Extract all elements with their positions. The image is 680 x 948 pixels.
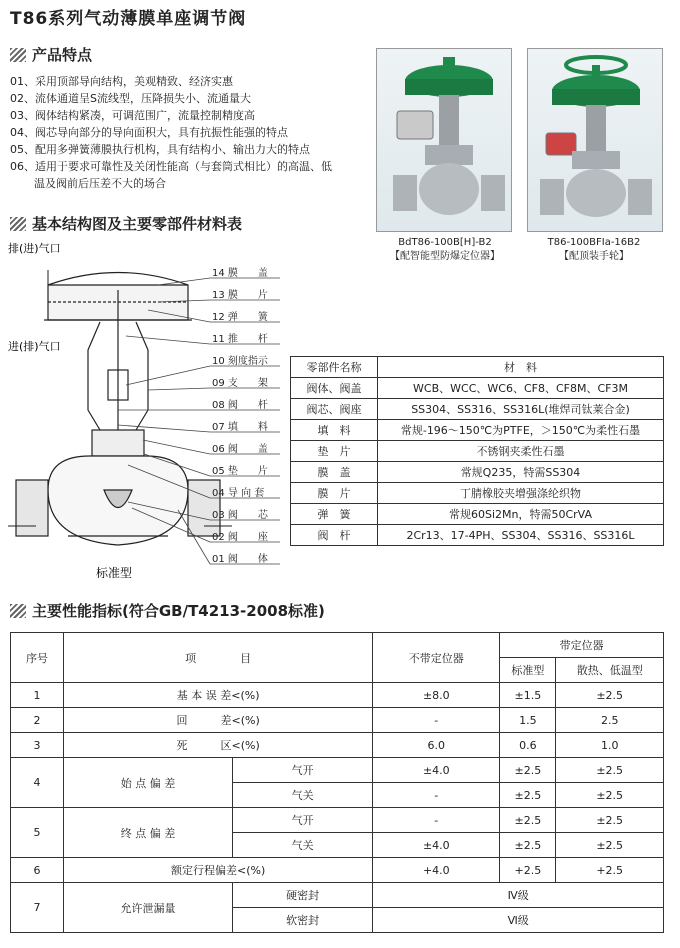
table-row [11,733,664,758]
part-name: 填 料 [291,420,378,441]
material: 常规Q235，特需SS304 [378,462,664,483]
feature-item: 02、流体通道呈S流线型，压降损失小、流通量大 [10,92,251,105]
table-row [11,883,664,908]
table-row [291,462,664,483]
row-item: 终 点 偏 差 [64,808,233,858]
value-cell: +2.5 [500,858,556,883]
table-header-row [11,633,664,658]
material: 不锈钢夹柔性石墨 [378,441,664,462]
value-cell: 6.0 [373,733,500,758]
table-row [291,525,664,546]
materials-table [290,356,664,546]
feature-list [10,73,370,192]
section-marker-icon [10,604,26,618]
material: 丁腈橡胶夹增强涤纶织物 [378,483,664,504]
row-number: 4 [11,758,64,808]
material: 常规-196～150℃为PTFE，＞150℃为柔性石墨 [378,420,664,441]
section-performance-label: 主要性能指标(符合GB/T4213-2008标准) [32,602,325,620]
part-name: 弹 簧 [291,504,378,525]
row-item: 死 区<(%) [64,733,373,758]
value-cell: ±2.5 [556,783,664,808]
value-cell: ±4.0 [373,833,500,858]
row-item: 回 差<(%) [64,708,373,733]
header-cell: 带定位器 [500,633,664,658]
part-name: 阀体、阀盖 [291,378,378,399]
photo-model-2: T86-100BFIa-16B2 [547,237,641,248]
port-mid-label: 进(排)气口 [8,340,61,353]
material: SS304、SS316、SS316L(堆焊司钛莱合金) [378,399,664,420]
header-cell: 序号 [11,633,64,683]
port-top-label: 排(进)气口 [8,242,61,255]
section-features-label: 产品特点 [32,46,93,64]
section-performance [10,600,325,621]
leader-line [126,336,210,344]
feature-item: 05、配用多弹簧薄膜执行机构，具有结构小、输出力大的特点 [10,143,310,156]
row-number: 6 [11,858,64,883]
header-cell: 材 料 [378,357,664,378]
photo-model-1: BdT86-100B[H]-B2 [398,237,492,248]
part-label: 04 导 向 套 [212,488,265,499]
table-row [11,808,664,833]
part-label: 09 支 架 [212,378,268,389]
product-photo-1 [376,48,512,232]
table-row [11,683,664,708]
table-row [11,708,664,733]
sub-item: 气关 [233,783,373,808]
value-cell: +4.0 [373,858,500,883]
row-item: 允许泄漏量 [64,883,233,933]
value-cell: ±4.0 [373,758,500,783]
table-header-row [291,357,664,378]
table-row [291,483,664,504]
value-cell: +2.5 [556,858,664,883]
sub-item: 软密封 [233,908,373,933]
part-label: 11 推 杆 [212,334,268,345]
photo-note-2: 【配顶装手轮】 [559,251,629,262]
part-label: 10 刻度指示 [212,356,268,367]
part-label: 05 垫 片 [212,466,268,477]
row-item: 基 本 误 差<(%) [64,683,373,708]
value-cell: 0.6 [500,733,556,758]
photo-caption-2 [527,236,661,264]
table-row [291,378,664,399]
feature-item: 03、阀体结构紧凑，可调范围广，流量控制精度高 [10,109,255,122]
table-row [291,441,664,462]
row-item: 额定行程偏差<(%) [64,858,373,883]
section-marker-icon [10,217,26,231]
part-label: 14 膜 盖 [212,268,268,279]
value-cell: - [373,808,500,833]
header-cell: 零部件名称 [291,357,378,378]
part-name: 垫 片 [291,441,378,462]
row-number: 3 [11,733,64,758]
row-item: 始 点 偏 差 [64,758,233,808]
photo-note-1: 【配智能型防爆定位器】 [390,251,500,262]
feature-item: 04、阀芯导向部分的导向面积大，具有抗振性能强的特点 [10,126,288,139]
part-name: 膜 盖 [291,462,378,483]
value-cell: ±2.5 [556,683,664,708]
material: 常规60Si2Mn，特需50CrVA [378,504,664,525]
leader-line [148,388,210,390]
value-cell: ±2.5 [500,808,556,833]
section-features [10,44,92,65]
header-cell: 标准型 [500,658,556,683]
section-marker-icon [10,48,26,62]
row-number: 7 [11,883,64,933]
valve-structure-diagram [8,240,290,585]
leader-line [143,440,210,454]
sub-item: 气开 [233,758,373,783]
part-label: 02 阀 座 [212,532,268,543]
part-label: 01 阀 体 [212,554,268,565]
part-label: 13 膜 片 [212,290,268,301]
row-number: 2 [11,708,64,733]
material: WCB、WCC、WC6、CF8、CF8M、CF3M [378,378,664,399]
table-row [11,758,664,783]
header-cell: 散热、低温型 [556,658,664,683]
value-cell: ±2.5 [500,758,556,783]
performance-table [10,632,664,933]
value-cell: Ⅵ级 [373,908,664,933]
value-cell: ±2.5 [500,833,556,858]
table-row [11,858,664,883]
feature-item: 06、适用于要求可靠性及关闭性能高（与套筒式相比）的高温、低 [10,160,332,173]
row-number: 1 [11,683,64,708]
sub-item: 硬密封 [233,883,373,908]
valve-actuator-image [377,49,511,231]
value-cell: 2.5 [556,708,664,733]
value-cell: 1.0 [556,733,664,758]
value-cell: ±2.5 [556,808,664,833]
table-row [291,420,664,441]
value-cell: ±2.5 [556,758,664,783]
sub-item: 气关 [233,833,373,858]
part-label: 06 阀 盖 [212,444,268,455]
material: 2Cr13、17-4PH、SS304、SS316、SS316L [378,525,664,546]
row-number: 5 [11,808,64,858]
valve-handwheel-image [528,49,662,231]
diagram-caption: 标准型 [96,566,133,580]
part-name: 阀芯、阀座 [291,399,378,420]
page-title: T86系列气动薄膜单座调节阀 [10,9,247,29]
section-structure [10,213,242,234]
part-label: 12 弹 簧 [212,312,268,323]
value-cell: ±1.5 [500,683,556,708]
sub-item: 气开 [233,808,373,833]
leader-line [126,366,210,385]
part-label: 03 阀 芯 [212,510,268,521]
feature-item: 01、采用顶部导向结构，美观精致、经济实惠 [10,75,233,88]
value-cell: Ⅳ级 [373,883,664,908]
value-cell: ±2.5 [500,783,556,808]
header-cell: 不带定位器 [373,633,500,683]
feature-item: 温及阀前后压差不大的场合 [34,177,166,190]
table-row [291,504,664,525]
photo-caption-1 [378,236,512,264]
section-structure-label: 基本结构图及主要零部件材料表 [32,215,243,233]
part-name: 膜 片 [291,483,378,504]
part-label: 07 填 料 [212,422,268,433]
table-row [291,399,664,420]
value-cell: ±2.5 [556,833,664,858]
value-cell: - [373,708,500,733]
value-cell: 1.5 [500,708,556,733]
value-cell: - [373,783,500,808]
value-cell: ±8.0 [373,683,500,708]
part-name: 阀 杆 [291,525,378,546]
header-cell: 项 目 [64,633,373,683]
part-label: 08 阀 杆 [212,400,268,411]
product-photo-2 [527,48,663,232]
